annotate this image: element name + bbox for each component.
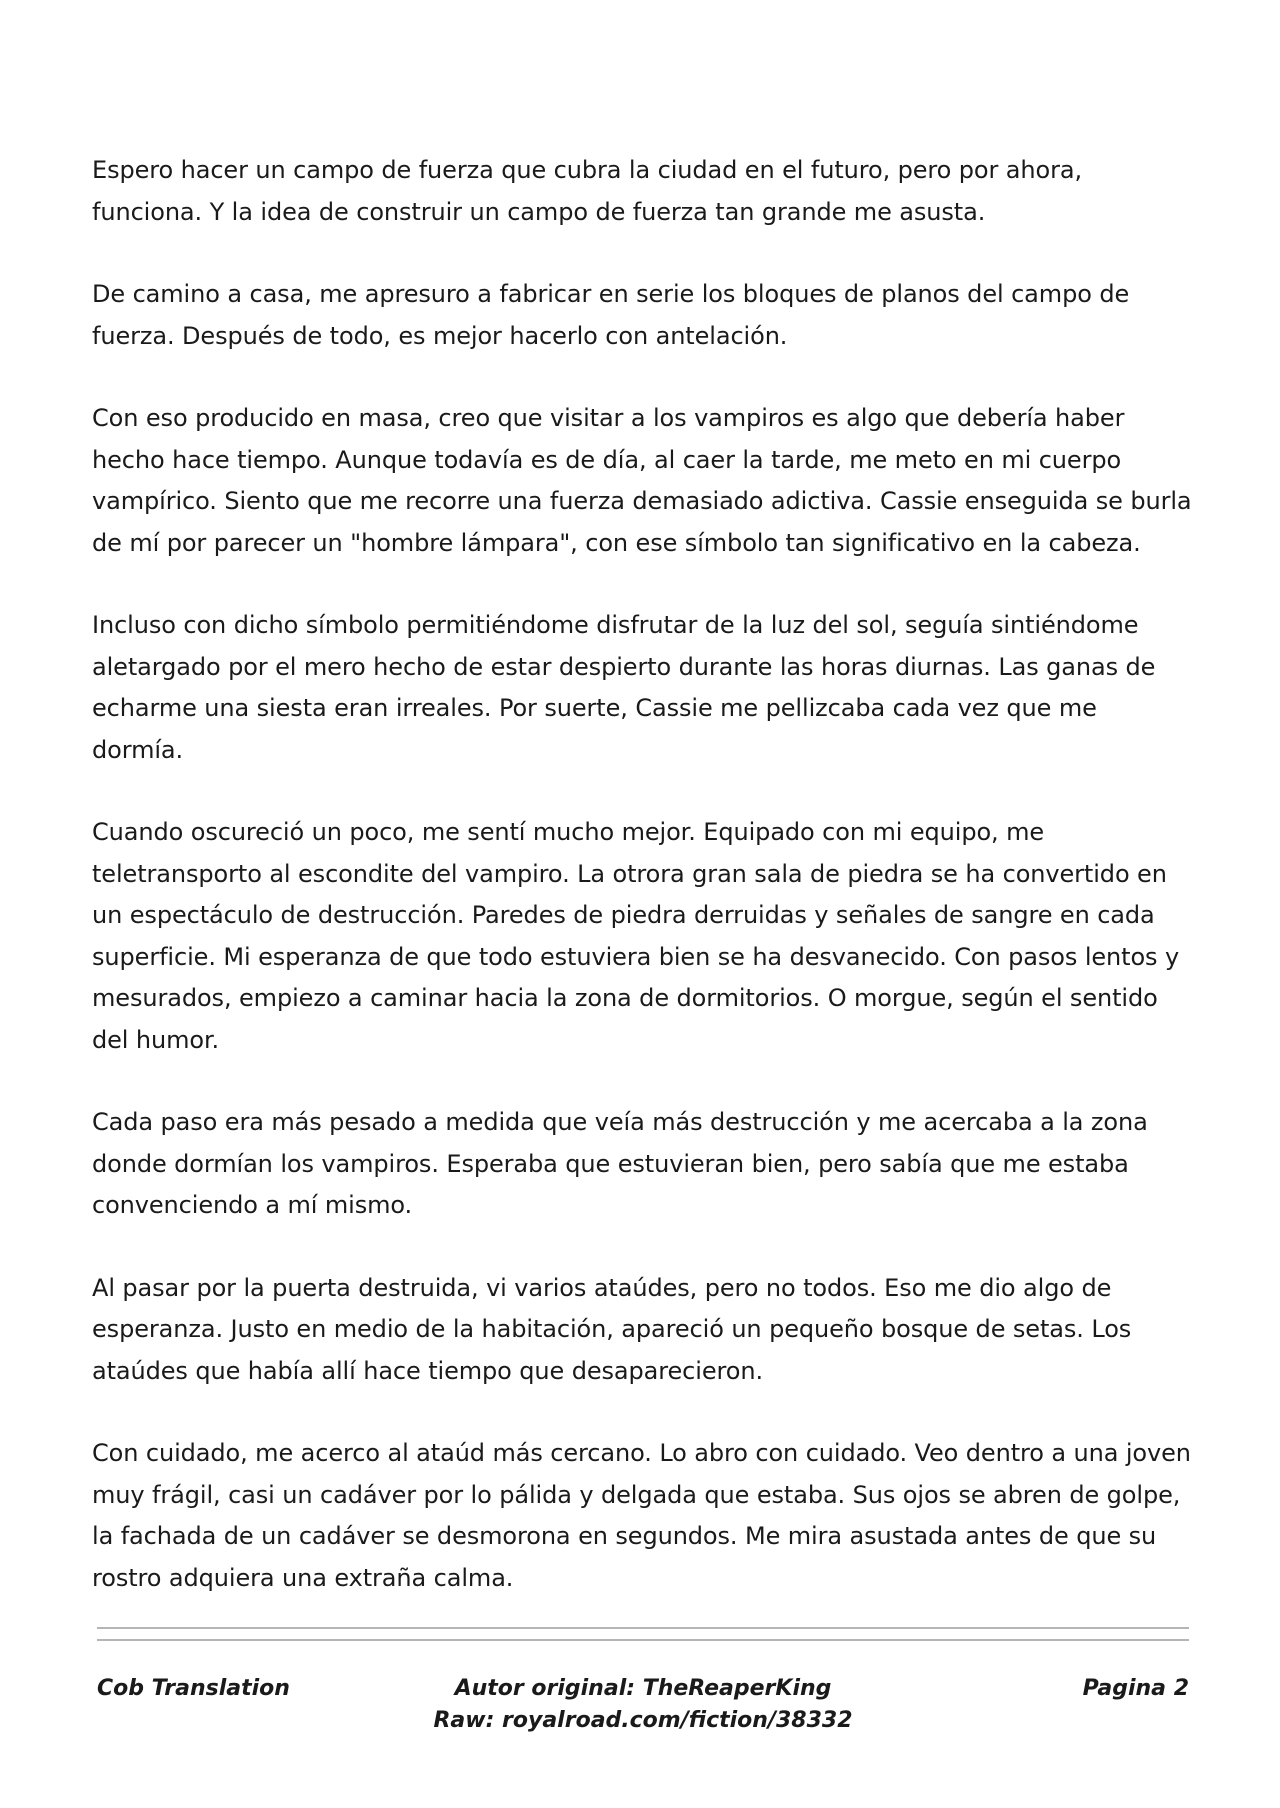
page-footer [97, 1673, 1189, 1753]
footer-author: Autor original: TheReaperKing [454, 1676, 832, 1701]
paragraph: Cada paso era más pesado a medida que veía más destrucción y me acercaba a la zona donde dormían los vampiros. Esperaba que estuvieran bien, pero sabía que me estaba convenciendo a mí mismo. [92, 1108, 1148, 1219]
footer-divider-top [97, 1627, 1189, 1629]
footer-divider-bottom [97, 1639, 1189, 1641]
paragraph: Espero hacer un campo de fuerza que cubra la ciudad en el futuro, pero por ahora, funciona. Y la idea de construir un campo de fuerza tan grande me asusta. [92, 156, 1082, 226]
footer-raw-source: Raw: royalroad.com/fiction/38332 [433, 1708, 853, 1733]
paragraph: Cuando oscureció un poco, me sentí mucho mejor. Equipado con mi equipo, me teletransporto al escondite del vampiro. La otrora gran sala de piedra se ha convertido en un espectáculo de destrucción. Paredes de piedra derruidas y señales de sangre en cada superficie. Mi esperanza de que todo estuviera bien se ha desvanecido. Con pasos lentos y mesurados, empiezo a caminar hacia la zona de dormitorios. O morgue, según el sentido del humor. [92, 818, 1180, 1054]
paragraph: Con cuidado, me acerco al ataúd más cercano. Lo abro con cuidado. Veo dentro a una joven muy frágil, casi un cadáver por lo pálida y delgada que estaba. Sus ojos se abren de golpe, la fachada de un cadáver se desmorona en segundos. Me mira asustada antes de que su rostro adquiera una extraña calma. [92, 1439, 1191, 1592]
paragraph: Incluso con dicho símbolo permitiéndome disfrutar de la luz del sol, seguía sintiéndome aletargado por el mero hecho de estar despierto durante las horas diurnas. Las ganas de echarme una siesta eran irreales. Por suerte, Cassie me pellizcaba cada vez que me dormía. [92, 611, 1156, 764]
body-text [92, 150, 1192, 1640]
footer-translator: Cob Translation [97, 1676, 290, 1701]
paragraph: Al pasar por la puerta destruida, vi varios ataúdes, pero no todos. Eso me dio algo de esperanza. Justo en medio de la habitación, apareció un pequeño bosque de setas. Los ataúdes que había allí hace tiempo que desaparecieron. [92, 1273, 1132, 1385]
footer-credits [97, 1673, 1189, 1737]
page-number: Pagina 2 [1082, 1676, 1189, 1701]
paragraph: Con eso producido en masa, creo que visitar a los vampiros es algo que debería haber hecho hace tiempo. Aunque todavía es de día, al caer la tarde, me meto en mi cuerpo vampírico. Siento que me recorre una fuerza demasiado adictiva. Cassie enseguida se burla de mí por parecer un "hombre lámpara", con ese símbolo tan significativo en la cabeza. [92, 404, 1192, 557]
paragraph: De camino a casa, me apresuro a fabricar en serie los bloques de planos del campo de fuerza. Después de todo, es mejor hacerlo con antelación. [92, 280, 1130, 350]
